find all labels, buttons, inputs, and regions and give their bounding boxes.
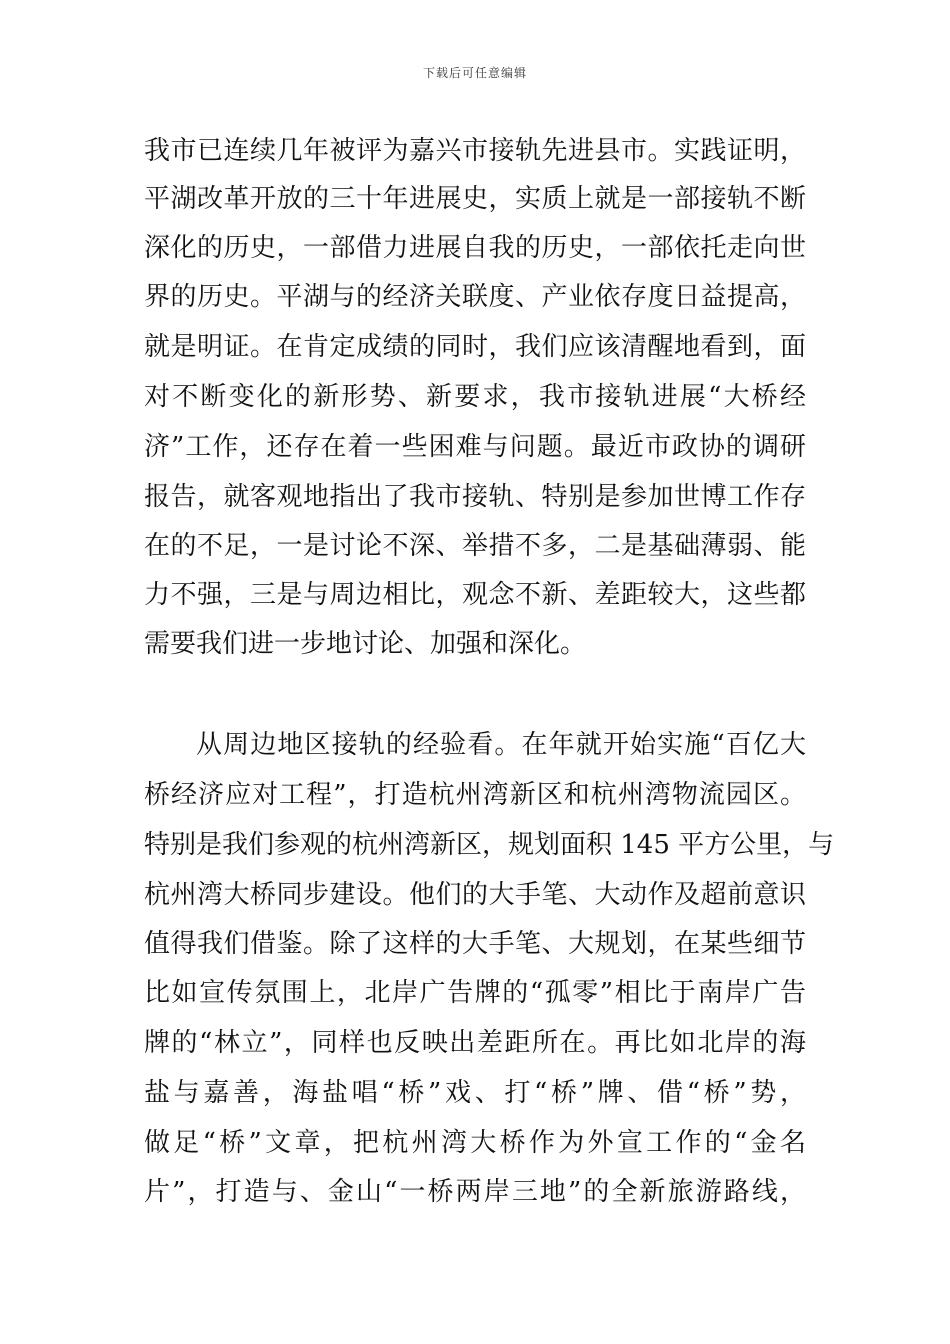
text-line: 特别是我们参观的杭州湾新区，规划面积 145 平方公里，与	[144, 830, 835, 860]
text-line: 深化的历史，一部借力进展自我的历史，一部依托走向世	[144, 233, 806, 263]
text-line: 片”，打造与、金山“一桥两岸三地”的全新旅游路线，	[144, 1177, 806, 1207]
text-line: 做足“桥”文章，把杭州湾大桥作为外宣工作的“金名	[144, 1128, 806, 1158]
text-line: 平湖改革开放的三十年进展史，实质上就是一部接轨不断	[144, 184, 806, 214]
text-line: 牌的“林立”，同样也反映出差距所在。再比如北岸的海	[144, 1028, 806, 1058]
page-header: 下载后可任意编辑	[422, 66, 527, 80]
text-line: 在的不足，一是讨论不深、举措不多，二是基础薄弱、能	[144, 531, 806, 561]
text-line: 我市已连续几年被评为嘉兴市接轨先进县市。实践证明，	[144, 136, 806, 166]
text-line: 报告，就客观地指出了我市接轨、特别是参加世博工作存	[144, 482, 806, 512]
text-line: 界的历史。平湖与的经济关联度、产业依存度日益提高，	[144, 282, 806, 312]
text-line: 济”工作，还存在着一些困难与问题。最近市政协的调研	[144, 432, 806, 462]
text-line: 就是明证。在肯定成绩的同时，我们应该清醒地看到，面	[144, 332, 806, 362]
text-line: 对不断变化的新形势、新要求，我市接轨进展“大桥经	[144, 382, 806, 412]
text-line: 桥经济应对工程”，打造杭州湾新区和杭州湾物流园区。	[144, 780, 806, 810]
text-line: 盐与嘉善，海盐唱“桥”戏、打“桥”牌、借“桥”势，	[144, 1078, 806, 1108]
text-line: 从周边地区接轨的经验看。在年就开始实施“百亿大	[196, 730, 806, 760]
text-line: 比如宣传氛围上，北岸广告牌的“孤零”相比于南岸广告	[144, 978, 806, 1008]
text-line: 需要我们进一步地讨论、加强和深化。	[144, 629, 587, 659]
text-line: 杭州湾大桥同步建设。他们的大手笔、大动作及超前意识	[144, 880, 806, 910]
text-line: 力不强，三是与周边相比，观念不新、差距较大，这些都	[144, 580, 806, 610]
text-line: 值得我们借鉴。除了这样的大手笔、大规划，在某些细节	[144, 929, 806, 959]
